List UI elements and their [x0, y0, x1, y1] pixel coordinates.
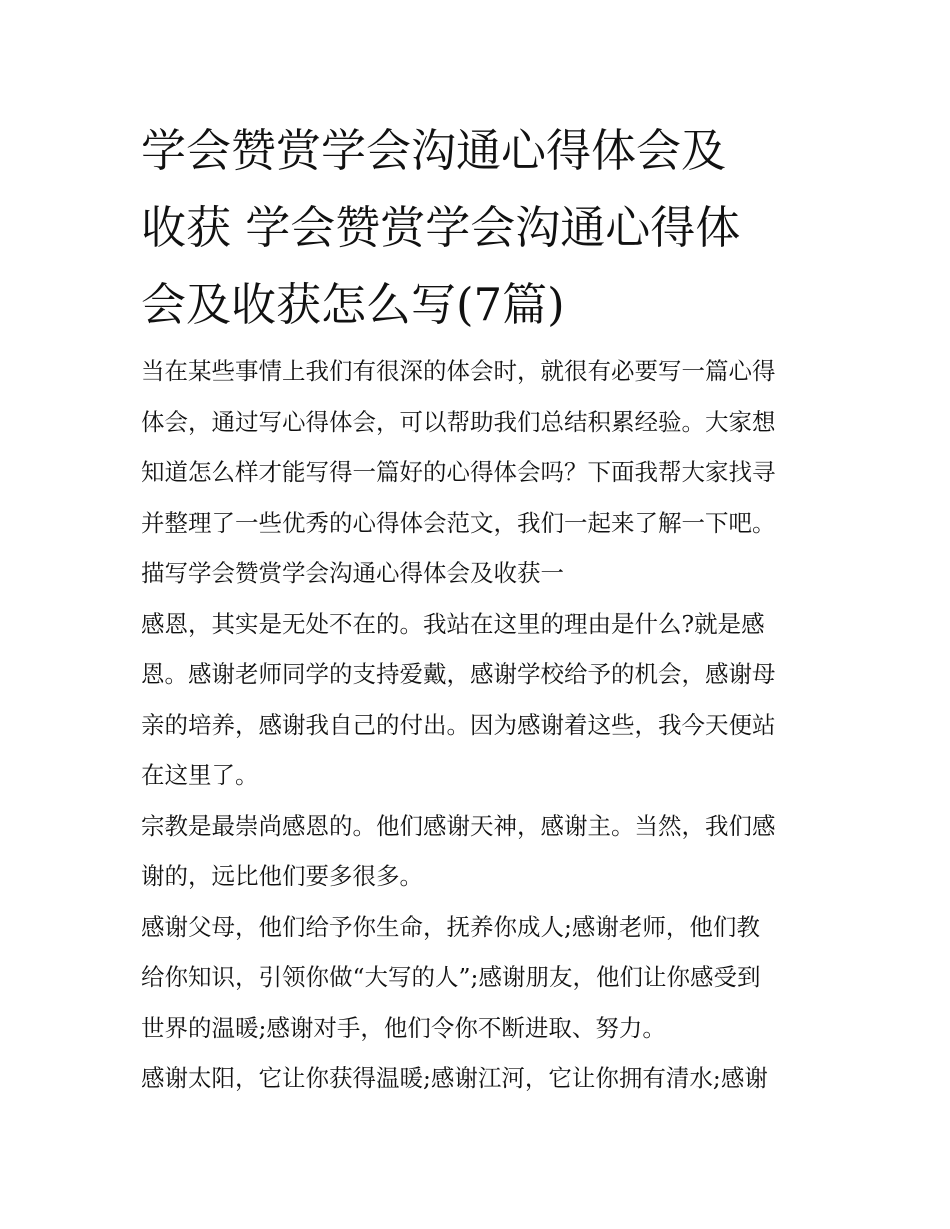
text-line: 宗教是最崇尚感恩的。他们感谢天神，感谢主。当然，我们感 — [141, 811, 776, 840]
text-line: 当在某些事情上我们有很深的体会时，就很有必要写一篇心得 — [141, 357, 776, 385]
title-line: 学会赞赏学会沟通心得体会及 — [141, 124, 727, 177]
text-line: 谢的，远比他们要多很多。 — [141, 862, 423, 890]
text-line: 知道怎么样才能写得一篇好的心得体会吗？下面我帮大家找寻 — [141, 458, 776, 486]
text-line: 亲的培养，感谢我自己的付出。因为感谢着这些，我今天便站 — [141, 710, 776, 739]
text-line: 感恩，其实是无处不在的。我站在这里的理由是什么?就是感 — [141, 609, 765, 638]
intro-paragraph — [141, 346, 821, 548]
text-line: 给你知识，引领你做“大写的人”;感谢朋友，他们让你感受到 — [141, 963, 761, 991]
document-body — [141, 112, 821, 1104]
body-paragraph — [141, 902, 821, 1054]
text-line: 世界的温暖;感谢对手，他们令你不断进取、努力。 — [141, 1013, 666, 1042]
text-line: 并整理了一些优秀的心得体会范文，我们一起来了解一下吧。 — [141, 508, 776, 537]
body-paragraph — [141, 801, 821, 902]
document-title — [141, 112, 821, 343]
title-line: 会及收获怎么写(7篇) — [141, 278, 565, 331]
text-line: 在这里了。 — [141, 761, 259, 789]
text-line: 感谢太阳，它让你获得温暖;感谢江河，它让你拥有清水;感谢 — [141, 1064, 768, 1092]
title-line: 收获 学会赞赏学会沟通心得体 — [141, 201, 741, 254]
text-line: 描写学会赞赏学会沟通心得体会及收获一 — [141, 559, 564, 587]
body-paragraph — [141, 1053, 821, 1104]
text-line: 感谢父母，他们给予你生命，抚养你成人;感谢老师，他们教 — [141, 912, 760, 941]
text-line: 恩。感谢老师同学的支持爱戴，感谢学校给予的机会，感谢母 — [141, 660, 776, 688]
text-line: 体会，通过写心得体会，可以帮助我们总结积累经验。大家想 — [141, 407, 776, 436]
body-paragraph — [141, 599, 821, 801]
section-heading — [141, 548, 821, 599]
